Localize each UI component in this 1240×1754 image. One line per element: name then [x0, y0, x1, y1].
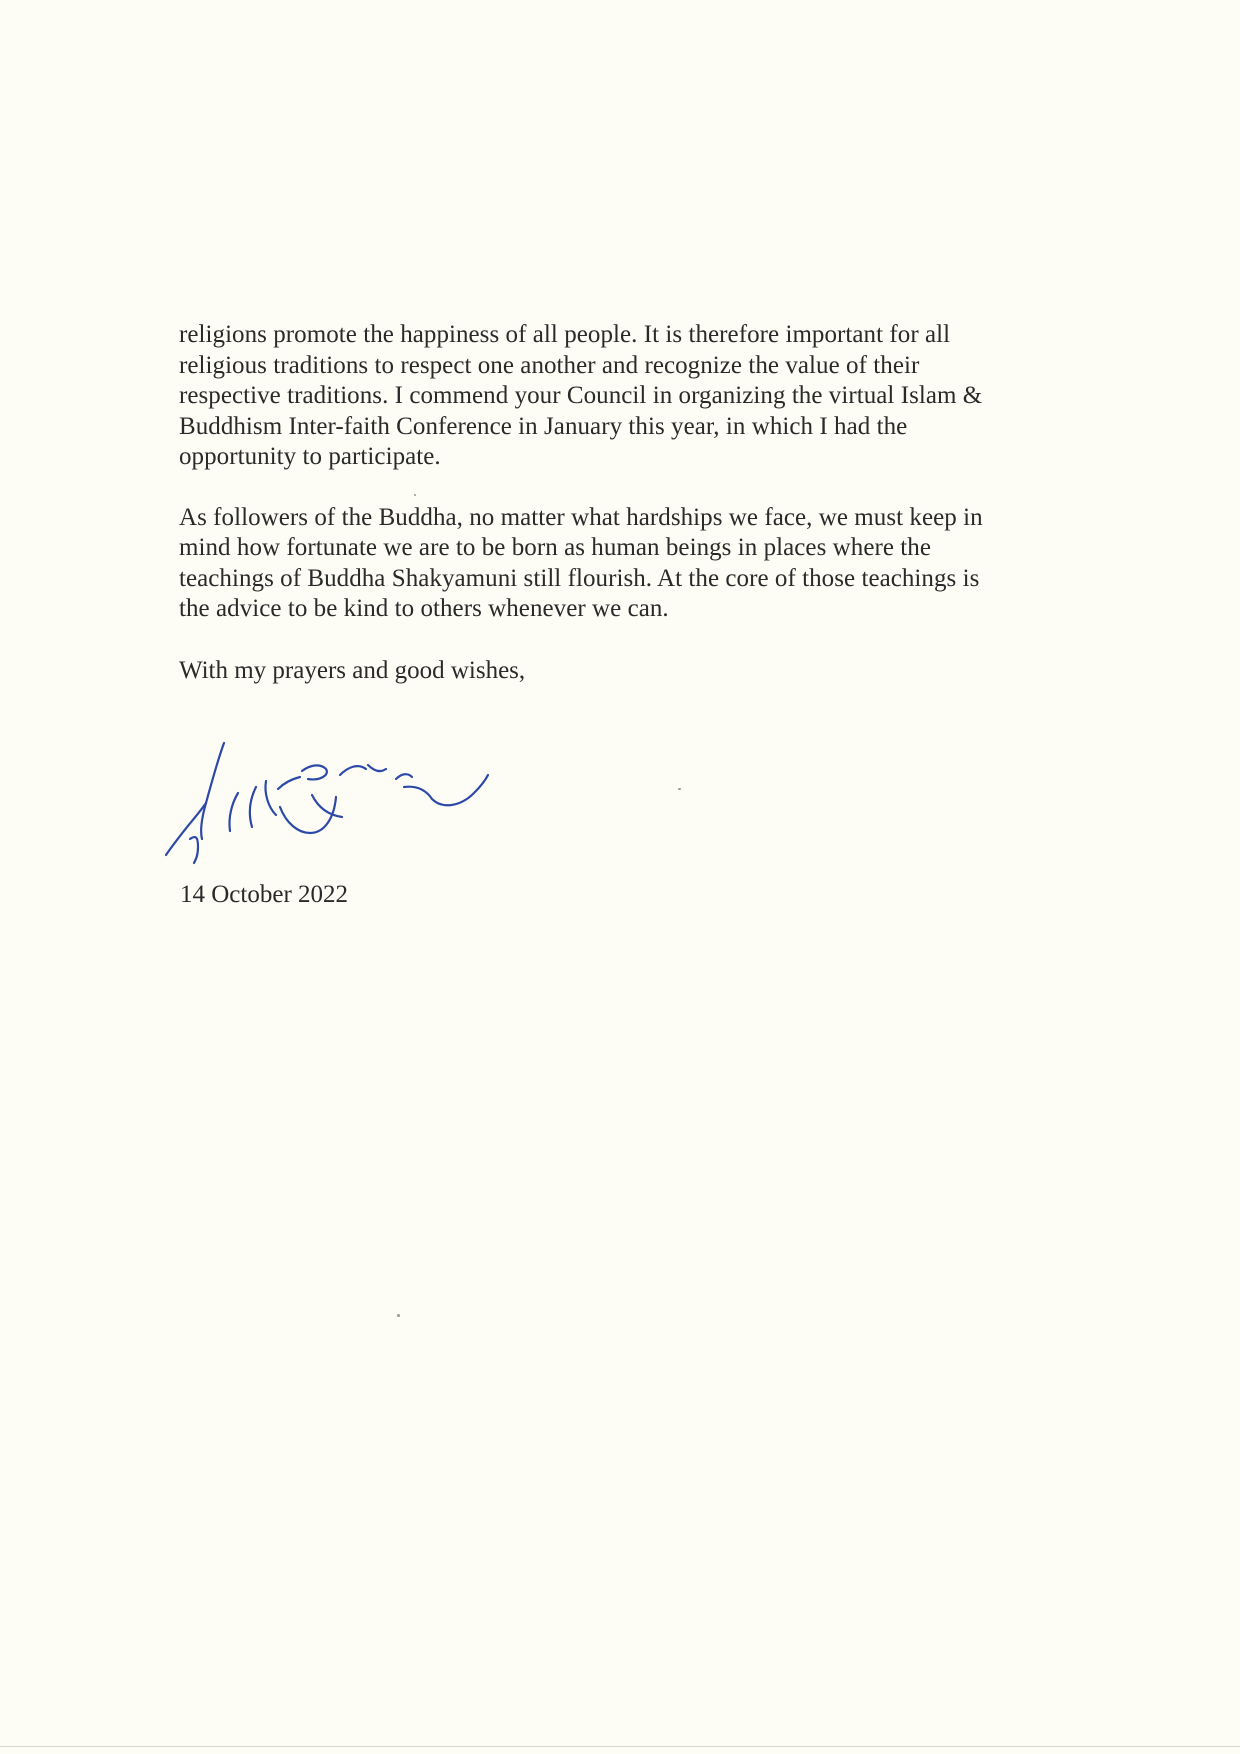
- paragraph-line: Buddhism Inter-faith Conference in January this year, in which I had the: [179, 412, 908, 440]
- letter-body: [179, 320, 1079, 686]
- handwritten-signature: [160, 735, 530, 875]
- paragraph-line: teachings of Buddha Shakyamuni still flourish. At the core of those teachings is: [179, 564, 980, 592]
- paper-speck: [414, 494, 416, 496]
- paragraph-line: religious traditions to respect one another and recognize the value of their: [179, 351, 920, 379]
- scan-edge-line: [0, 1746, 1240, 1747]
- paragraph-line: religions promote the happiness of all people. It is therefore important for all: [179, 321, 951, 348]
- paragraph-line: opportunity to participate.: [179, 443, 441, 470]
- paragraph-followers: [179, 503, 1079, 625]
- paper-speck: [397, 1314, 400, 1317]
- paragraph-line: mind how fortunate we are to be born as human beings in places where the: [179, 534, 931, 561]
- paragraph-line: As followers of the Buddha, no matter what hardships we face, we must keep in: [179, 503, 983, 531]
- paragraph-religions: [179, 320, 1079, 473]
- paragraph-line: respective traditions. I commend your Council in organizing the virtual Islam &: [179, 382, 983, 409]
- paper-speck: [678, 788, 681, 790]
- letter-date: 14 October 2022: [180, 881, 349, 908]
- paragraph-line: the advice to be kind to others whenever we can.: [179, 595, 669, 622]
- closing-salutation: With my prayers and good wishes,: [179, 656, 526, 684]
